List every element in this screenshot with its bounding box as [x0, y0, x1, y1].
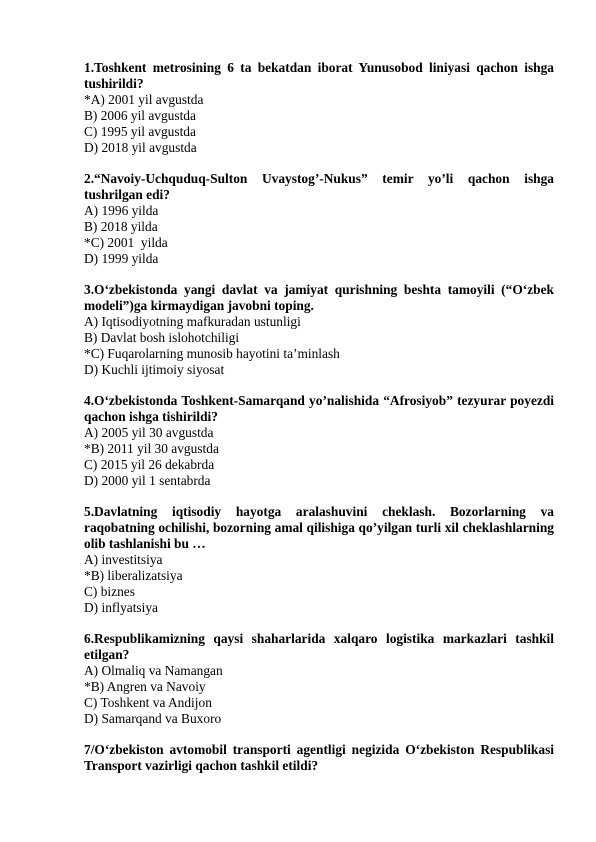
answer-option: C) Toshkent va Andijon [84, 695, 212, 710]
question-text: 3.O‘zbekistonda yangi davlat va jamiyat qurishning beshta tamoyili (“O‘zbek modeli”)ga kirmaydigan javobni toping. [84, 282, 554, 313]
question-5 [84, 504, 554, 616]
answer-option: A) Iqtisodiyotning mafkuradan ustunligi [84, 314, 301, 329]
answer-option: A) 1996 yilda [84, 203, 159, 218]
answer-option: *C) Fuqarolarning munosib hayotini ta’minlash [84, 346, 340, 361]
answer-option: D) 2018 yil avgustda [84, 140, 197, 155]
question-2 [84, 171, 554, 267]
question-6 [84, 631, 554, 727]
question-text: 1.Toshkent metrosining 6 ta bekatdan iborat Yunusobod liniyasi qachon ishga tushirildi? [84, 60, 554, 91]
answer-option: *C) 2001 yilda [84, 235, 168, 250]
answer-option: C) 2015 yil 26 dekabrda [84, 457, 215, 472]
document-page [84, 60, 554, 789]
answer-option: A) 2005 yil 30 avgustda [84, 425, 214, 440]
answer-option: D) Samarqand va Buxoro [84, 711, 222, 726]
answer-option: *A) 2001 yil avgustda [84, 92, 204, 107]
answer-option: D) 2000 yil 1 sentabrda [84, 473, 211, 488]
question-text: 2.“Navoiy-Uchquduq-Sulton Uvaystog’-Nukus” temir yo’li qachon ishga tushrilgan edi? [84, 171, 554, 202]
answer-option: B) Davlat bosh islohotchiligi [84, 330, 240, 345]
answer-option: A) investitsiya [84, 552, 163, 567]
answer-option: B) 2006 yil avgustda [84, 108, 196, 123]
answer-option: *B) liberalizatsiya [84, 568, 183, 583]
question-text: 5.Davlatning iqtisodiy hayotga aralashuvini cheklash. Bozorlarning va raqobatning ochilishi, bozorning amal qilishiga qo’yilgan turli xil cheklashlarning olib tashlanishi bu … [84, 504, 554, 551]
question-text: 4.O‘zbekistonda Toshkent-Samarqand yo’nalishida “Afrosiyob” tezyurar poyezdi qachon ishga tishirildi? [84, 393, 554, 424]
question-4 [84, 393, 554, 489]
answer-option: *B) 2011 yil 30 avgustda [84, 441, 219, 456]
question-text: 6.Respublikamizning qaysi shaharlarida xalqaro logistika markazlari tashkil etilgan? [84, 631, 554, 662]
answer-option: B) 2018 yilda [84, 219, 158, 234]
answer-option: D) 1999 yilda [84, 251, 159, 266]
answer-option: D) Kuchli ijtimoiy siyosat [84, 362, 225, 377]
question-3 [84, 282, 554, 378]
answer-option: A) Olmaliq va Namangan [84, 663, 223, 678]
answer-option: C) biznes [84, 584, 135, 599]
answer-option: D) inflyatsiya [84, 600, 159, 615]
question-text: 7/O‘zbekiston avtomobil transporti agentligi negizida O‘zbekiston Respublikasi Transport vazirligi qachon tashkil etildi? [84, 742, 554, 773]
question-7 [84, 742, 554, 774]
answer-option: C) 1995 yil avgustda [84, 124, 196, 139]
answer-option: *B) Angren va Navoiy [84, 679, 206, 694]
question-1 [84, 60, 554, 156]
